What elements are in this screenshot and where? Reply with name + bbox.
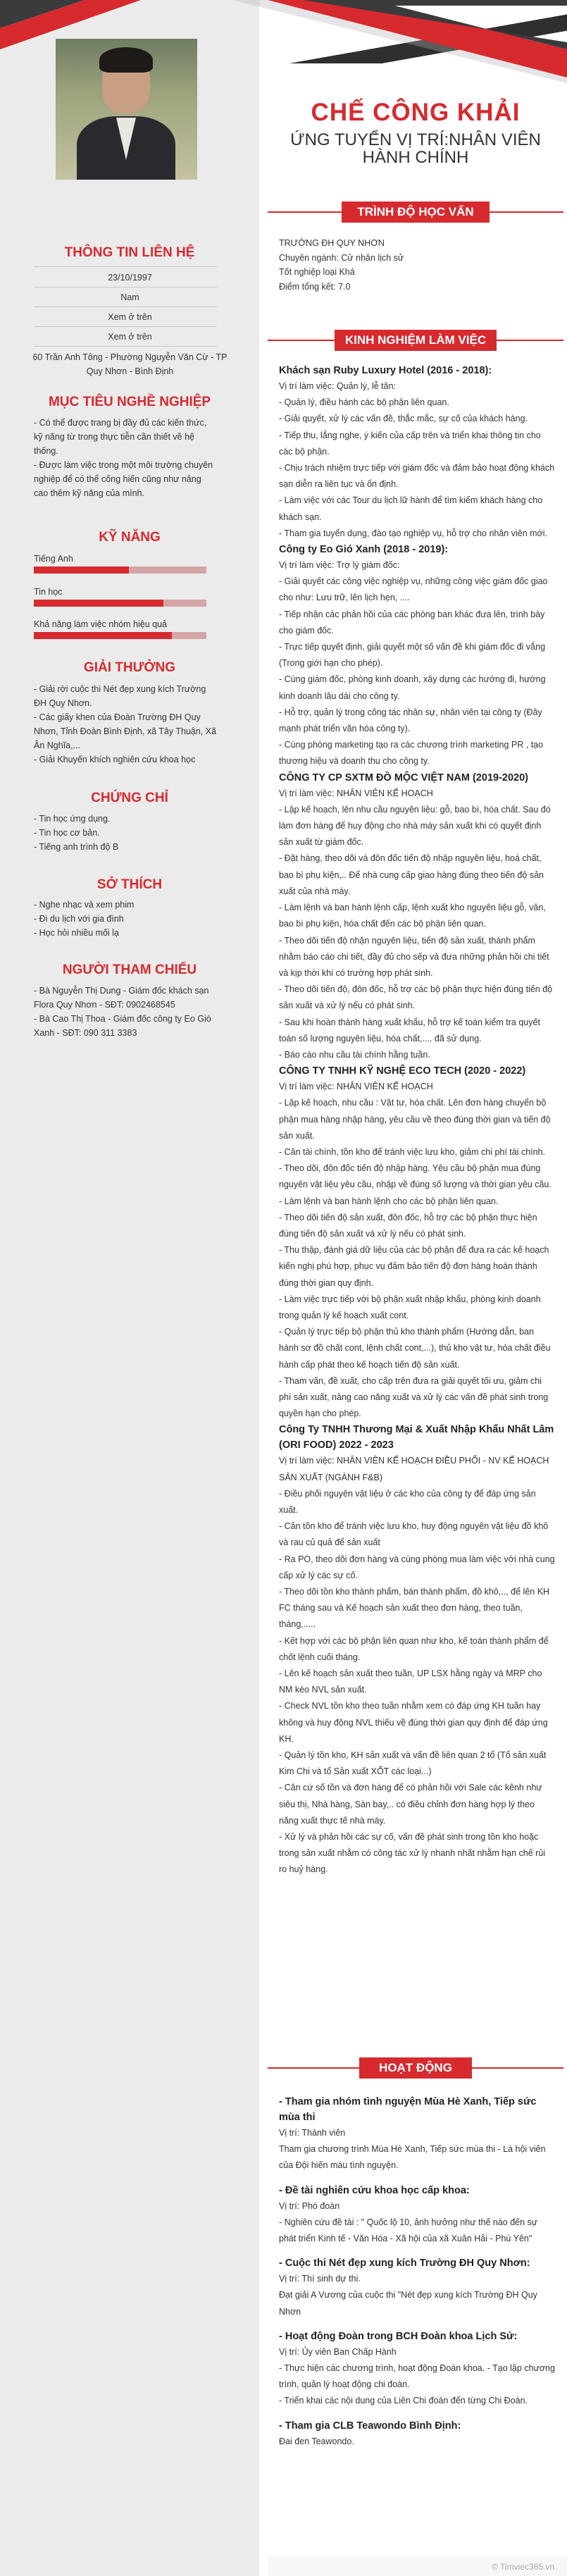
job-line: - Quản lý tồn kho, KH sản xuất và vấn đề liên quan 2 tổ (Tổ sản xuất Kim Chi và tổ Sản xuất XỐT các loại...) (279, 1750, 547, 1777)
job-line: - Báo cáo nhu cầu tài chính hằng tuần. (279, 1049, 430, 1060)
experience-block (279, 363, 555, 1878)
job-line: - Thu thập, đánh giá dữ liệu của các bộ phận để đưa ra các kế hoạch kiến nghị phù hợp, phục vụ đảm bảo tiến độ đơn hàng hoàn thành đúng thời gian quy định. (279, 1245, 549, 1288)
objective-line: - Có thể được trang bị đầy đủ các kiến thức, kỹ năng từ trong thực tiễn cần thiết về hệ thống. (34, 418, 207, 456)
job-line: - Làm việc với các Tour du lịch lữ hành để tìm kiếm khách hàng cho khách sạn. (279, 495, 543, 522)
sidebar (0, 0, 259, 2576)
job-line: - Tham gia tuyển dụng, đào tạo nghiệp vụ, hỗ trợ cho nhân viên mới. (279, 528, 547, 538)
certificate-line: - Tin học cơ bản. (34, 828, 100, 838)
divider (34, 346, 217, 347)
hobby-line: - Nghe nhạc và xem phim (34, 900, 135, 910)
experience-title: KINH NGHIỆM LÀM VIỆC (335, 330, 497, 351)
skill-label: Khả năng làm việc nhóm hiệu quả (34, 619, 168, 629)
job-line: - Trực tiếp quyết định, giải quyết một số vấn đề khi giám đốc đi vắng (Trong giới hạn cho phép). (279, 642, 546, 669)
grade: Tốt nghiệp loại Khá (279, 267, 355, 277)
job-line: - Lên kế hoạch sản xuất theo tuần, UP LSX hằng ngày và MRP cho NM kéo NVL sản xuất. (279, 1668, 542, 1695)
job-line: - Giải quyết các công việc nghiệp vụ, những công việc giám đốc giao cho như: Lưu trữ, lên lịch hẹn, .... (279, 576, 548, 603)
job-company: CÔNG TY CP SXTM ĐỒ MỘC VIỆT NAM (2019-2020) (279, 772, 528, 784)
objective-text (34, 416, 217, 500)
job-line: - Ra PO, theo dõi đơn hàng và cùng phòng mua làm việc với nhà cung cấp xử lý các sự cố. (279, 1554, 555, 1580)
job-company: Công ty Eo Gió Xanh (2018 - 2019): (279, 544, 449, 556)
job-company: Công Ty TNHH Thương Mại & Xuất Nhập Khẩu Nhất Lâm (ORI FOOD) 2022 - 2023 (279, 1424, 554, 1451)
job-line: - Làm việc trực tiếp với bộ phận xuất nhập khẩu, phòng kinh doanh trong quản lý kế hoạch xuất cont. (279, 1294, 541, 1320)
job-line: - Điều phối nguyên vật liệu ở các kho của công ty để đáp ứng sản xuất. (279, 1488, 536, 1515)
hobbies-text (34, 898, 217, 940)
certificate-line: - Tiếng anh trình độ B (34, 842, 119, 852)
job-line: - Làm lệnh và ban hành lệnh cấp, lệnh xuất kho nguyên liệu gỗ, vân, bao bì phụ kiện, hóa chất đến các bộ phận liên quan. (279, 903, 546, 929)
job-line: - Làm lệnh và ban hành lệnh cho các bộ phận liên quan. (279, 1196, 499, 1206)
job-line: - Đặt hàng, theo dõi và đôn đốc tiến độ nhập nguyên liệu, hoá chất, bao bì phụ kiện,.. Để nhà cung cấp giao hàng đúng theo tiến độ sản xuất của nhà máy. (279, 853, 544, 896)
job-line: - Theo dõi, đôn đốc tiến độ nhập hàng. Yêu cầu bộ phận mua đúng nguyên vật liệu yêu cầu, nhập về đúng số lượng và thời gian yêu cầu. (279, 1163, 552, 1190)
activity-line: - Thực hiện các chương trình, hoạt động Đoàn khoa. - Tạo lập chương trình, quản lý hoạt động chi đoàn. (279, 2363, 555, 2390)
education-block (279, 236, 555, 294)
skill-row (34, 619, 206, 639)
activity-line: Đạt giải A Vương của cuộc thi "Nét đẹp xung kích Trường ĐH Quy Nhơn (279, 2290, 537, 2317)
job-line: - Giải quyết, xử lý các vấn đề, thắc mắc, sự cố của khách hàng. (279, 414, 528, 424)
activity-line: Vị trí: Thí sinh dự thi. (279, 2274, 361, 2284)
education-title: TRÌNH ĐỘ HỌC VẤN (342, 202, 490, 223)
hobby-line: - Học hỏi nhiều mối lạ (34, 928, 119, 938)
job-line: - Xử lý và phản hồi các sự cố, vấn đề phát sinh trong tồn kho hoặc trong sản xuất nhằm có công tác xử lý nhanh nhất nhằm hạn chế rủi ro huỷ hàng. (279, 1832, 546, 1875)
activity-line: Vị trí: Phó đoàn (279, 2200, 340, 2211)
skill-label: Tin học (34, 587, 63, 597)
activities-banner (268, 2057, 563, 2079)
job-line: Vị trí làm việc: Quản lý, lễ tân: (279, 381, 397, 391)
job-line: - Hỗ trợ, quản lý trong công tác nhân sự, nhân viên tại công ty (Đây mạnh phát triển văn hóa công ty). (279, 707, 542, 734)
activity-heading: - Đề tài nghiên cứu khoa học cấp khoa: (279, 2184, 470, 2196)
phone: Xem ở trên (108, 312, 152, 322)
job-company: Khách sạn Ruby Luxury Hotel (2016 - 2018): (279, 365, 492, 376)
objective-title: MỤC TIÊU NGHỀ NGHIỆP (48, 395, 211, 409)
skill-bar (34, 566, 206, 574)
job-line: - Tiếp thu, lắng nghe, ý kiến của cấp trên và triển khai thông tin cho các bộ phận. (279, 430, 541, 457)
skill-fill (34, 566, 129, 574)
skill-row (34, 587, 206, 607)
job-line: - Kết hợp với các bộ phận liên quan như kho, kế toán thành phẩm để chốt lệnh cuối tháng. (279, 1635, 549, 1662)
major: Chuyên ngành: Cử nhân lịch sử (279, 252, 404, 263)
certificates-title: CHỨNG CHỈ (91, 791, 168, 805)
address: 60 Trần Anh Tông - Phường Nguyễn Văn Cừ - TP Quy Nhơn - Bình Định (32, 352, 228, 376)
activity-line: Vị trí: Ủy viên Ban Chấp Hành (279, 2346, 397, 2357)
job-line: - Quản lý, điều hành các bộ phận liên quan. (279, 397, 449, 408)
activity-line: - Triển khai các nội dung của Liên Chi đoàn đến từng Chi Đoàn. (279, 2396, 528, 2406)
job-line: Vị trí làm việc: NHÂN VIÊN KẾ HOẠCH (279, 1082, 433, 1092)
skills-title: KỸ NĂNG (99, 530, 161, 545)
activity-heading: - Cuộc thi Nét đẹp xung kích Trường ĐH Quy Nhơn: (279, 2258, 530, 2270)
job-line: - Check NVL tồn kho theo tuần nhằm xem có đáp ứng KH tuần hay không và huy động NVL thiếu về đúng thời gian quy định để đáp ứng KH. (279, 1701, 548, 1744)
divider (34, 326, 217, 327)
activity-line: Vị trí: Thành viên (279, 2128, 346, 2138)
profile-photo (56, 39, 197, 180)
job-line: - Tham vấn, đề xuất, cho cấp trên đưa ra giải quyết tối ưu, giảm chi phí sản xuất, nâng cao năng xuất và xử lý các vấn đề phát sinh trong quyền hạn cho phép. (279, 1375, 549, 1419)
hobby-line: - Đi du lịch với gia đình (34, 914, 124, 924)
certificates-text (34, 812, 217, 854)
job-line: - Theo dõi tồn kho thành phẩm, bán thành phẩm, đồ khô,.., để lên KH FC tháng sau và Kế hoạch sản xuất theo đơn hàng, theo tuần, tháng,..... (279, 1587, 550, 1630)
candidate-name: CHẾ CÔNG KHẢI (311, 99, 521, 126)
awards-text (34, 682, 217, 767)
divider (34, 306, 217, 307)
job-line: - Cân cứ số tồn và đơn hàng để có phản hồi với Sale các kênh như siêu thị, Nhà hàng, Sàn bay,.. có điều chỉnh đơn hàng hợp lý theo năng xuất thực tế nhà máy. (279, 1783, 542, 1826)
activity-line: Tham gia chương trình Mùa Hè Xanh, Tiếp sức mùa thi - Là hội viên của Đội hiến máu tình nguyện. (279, 2144, 546, 2171)
activity-heading: - Hoạt động Đoàn trong BCH Đoàn khoa Lịch Sử: (279, 2330, 518, 2342)
gender: Nam (120, 292, 139, 302)
certificate-line: - Tin học ứng dụng. (34, 814, 111, 824)
skill-label: Tiếng Anh (34, 554, 73, 564)
watermark: © Timviec365.vn (492, 2562, 554, 2572)
job-line: - Quản lý trực tiếp bộ phận thủ kho thành phẩm (Hướng dẫn, ban hành sơ đồ chất cont, lệnh chất cont,...), thủ kho vật tư, hóa chất điều hành cấp phát theo kế hoạch tiến độ sản xuất. (279, 1327, 551, 1370)
job-line: - Cùng giám đốc, phòng kinh doanh, xây dựng các hướng đi, hướng kinh doanh lâu dài cho công ty. (279, 674, 546, 701)
dob: 23/10/1997 (108, 273, 152, 283)
award-line: - Giải Khuyến khích nghiên cứu khoa học (34, 755, 196, 764)
skill-bar (34, 632, 206, 639)
activities-block (279, 2094, 555, 2450)
job-line: - Tiếp nhận các phản hồi của các phòng ban khác đưa lên, trình bày cho giám đốc. (279, 609, 545, 636)
school: TRƯỜNG ĐH QUY NHƠN (279, 238, 385, 248)
education-banner (268, 202, 563, 223)
job-line: - Lập kế hoạch, lên nhu cầu nguyên liệu: gỗ, bao bì, hóa chất. Sau đó làm đơn hàng để huy động cho nhà máy sản xuất khi có quyết định sản xuất từ giám đốc. (279, 804, 551, 848)
experience-banner (268, 330, 563, 351)
job-line: - Cân tồn kho để tránh việc lưu kho, huy động nguyên vật liệu đồ khô và rau củ quả để sản xuất (279, 1521, 549, 1548)
job-line: - Sau khi hoàn thành hàng xuất khẩu, hỗ trợ kế toán kiểm tra quyết toán số lượng nguyên liệu, hóa chất,.... đã sử dụng. (279, 1017, 540, 1044)
job-line: Vị trí làm việc: NHÂN VIÊN KẾ HOẠCH ĐIỀU PHỐI - NV KẾ HOẠCH SẢN XUẤT (NGÀNH F&B) (279, 1456, 549, 1482)
activities-title: HOẠT ĐỘNG (359, 2057, 472, 2079)
gpa: Điểm tổng kết: 7.0 (279, 281, 351, 292)
reference-line: - Bà Nguyễn Thị Dung - Giám đốc khách sạn Flora Quy Nhơn - SĐT: 0902468545 (34, 986, 209, 1010)
reference-line: - Bà Cao Thị Thoa - Giám đốc công ty Eo Gió Xanh - SĐT: 090 311 3383 (34, 1014, 211, 1038)
award-line: - Giải rời cuộc thi Nét đẹp xung kích Trường ĐH Quy Nhơn. (34, 684, 206, 708)
divider (34, 266, 217, 267)
activity-line: - Nghiên cứu đề tài : " Quốc lộ 10, ảnh hưởng như thế nào đến sự phát triển Kinh tế - Văn Hóa - Xã hội của xã Xuân Hải - Phù Yên" (279, 2217, 538, 2244)
award-line: - Các giấy khen của Đoàn Trường ĐH Quy Nhơn, Tỉnh Đoàn Bình Định, xã Tây Thuận, Xã Ân Nghĩa,... (34, 712, 217, 750)
job-company: CÔNG TY TNHH KỸ NGHỆ ECO TECH (2020 - 2022) (279, 1065, 526, 1077)
job-line: Vị trí làm việc: NHÂN VIÊN KẾ HOẠCH (279, 788, 433, 798)
job-line: - Lập kế hoạch, nhu cầu : Vật tư, hóa chất. Lên đơn hàng chuyển bộ phận mua hàng nhập hàng, yêu cầu về theo đúng thời gian và tiến độ sản xuất. (279, 1098, 551, 1141)
objective-line: - Được làm việc trong một môi trường chuyên nghiệp để có thể cống hiến cũng như nâng cao thêm kỹ năng của mình. (34, 460, 213, 498)
references-text (34, 984, 217, 1040)
applied-position: ỨNG TUYỂN VỊ TRÍ:NHÂN VIÊN HÀNH CHÍNH (290, 130, 541, 167)
skill-bar (34, 600, 206, 607)
skill-fill (34, 632, 172, 639)
skill-row (34, 554, 206, 574)
awards-title: GIẢI THƯỞNG (83, 660, 176, 675)
job-line: Vị trí làm việc: Trợ lý giám đốc: (279, 560, 400, 571)
activity-heading: - Tham gia CLB Teawondo Bình Định: (279, 2420, 461, 2432)
references-title: NGƯỜI THAM CHIẾU (62, 962, 197, 977)
job-line: - Cân tài chính, tồn kho để tránh việc lưu kho, giảm chi phí tài chính. (279, 1146, 546, 1157)
job-line: - Theo dõi tiến độ sản xuất, đôn đốc, hỗ trợ các bộ phận thực hiện đúng tiến độ sản xuất và xử lý nếu có phát sinh. (279, 1212, 537, 1239)
email: Xem ở trên (108, 332, 152, 342)
skill-fill (34, 600, 163, 607)
contact-title: THÔNG TIN LIÊN HỆ (64, 245, 195, 260)
activity-line: Đai đen Teawondo. (279, 2436, 354, 2446)
job-line: - Cùng phòng marketing tạo ra các chương trình marketing PR , tạo thương hiệu và doanh thu cho công ty. (279, 740, 544, 767)
hobbies-title: SỞ THÍCH (96, 877, 163, 892)
job-line: - Theo dõi tiến độ nhận nguyên liệu, tiến độ sản xuất, thành phẩm nhằm báo cáo chi tiết, đầy đủ cho sếp và đưa những phản hồi chi tiết và kịp thời khi có trường hợp phát sinh. (279, 935, 549, 978)
activity-heading: - Tham gia nhóm tình nguyện Mùa Hè Xanh, Tiếp sức mùa thi (279, 2096, 537, 2123)
job-line: - Theo dõi tiến độ, đôn đốc, hỗ trợ các bộ phận thực hiện đúng tiến độ sản xuất và xử lý nếu có phát sinh. (279, 984, 553, 1011)
job-line: - Chịu trách nhiệm trực tiếp với giám đốc và đảm bảo hoạt động khách sạn diễn ra liên tục và ổn định. (279, 463, 555, 490)
